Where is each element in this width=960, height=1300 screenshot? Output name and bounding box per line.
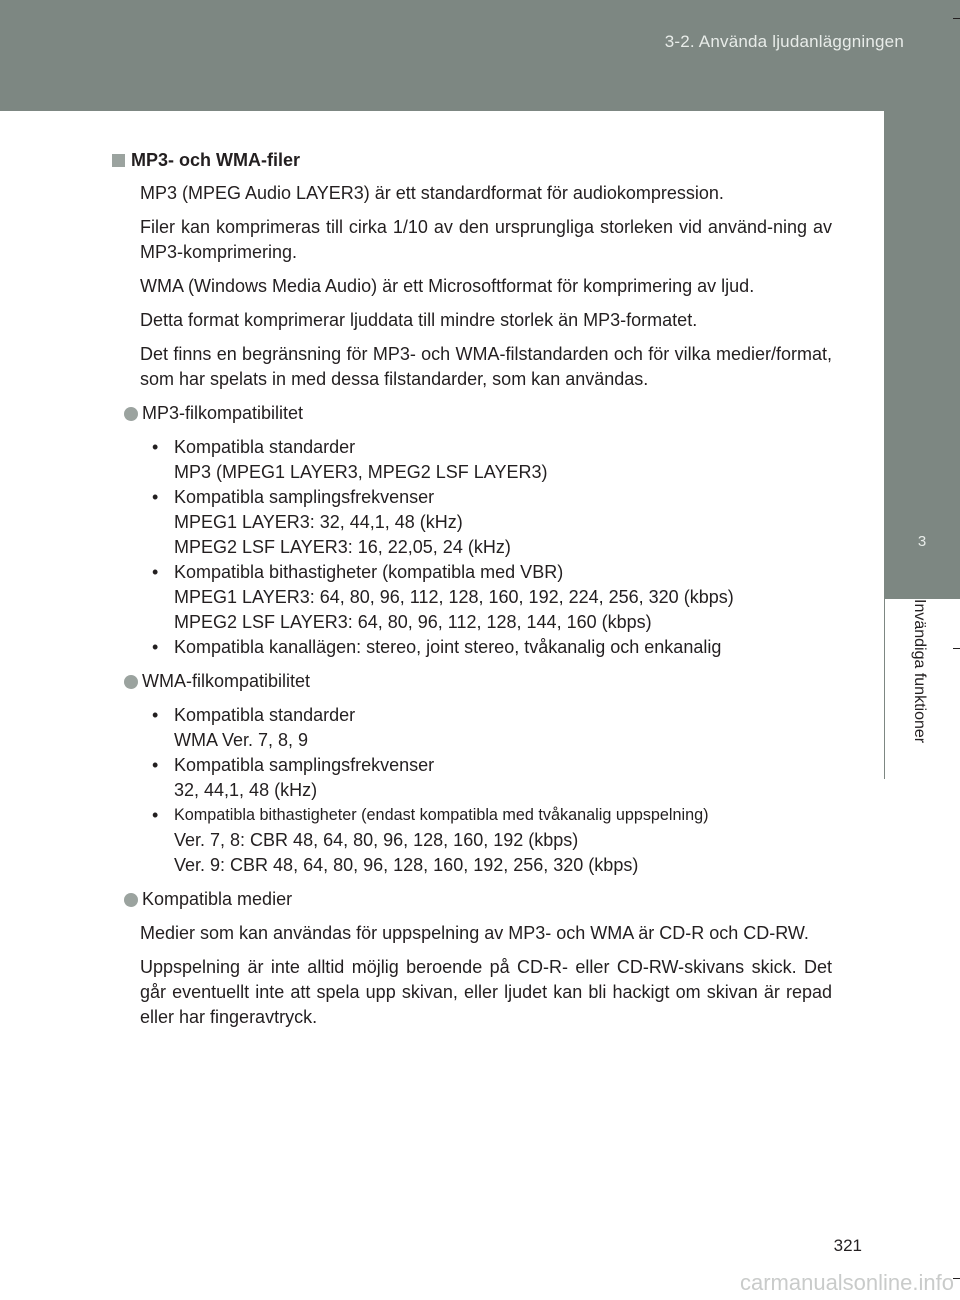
- bullet-dot-icon: •: [152, 487, 159, 507]
- list-item-label: Kompatibla bithastigheter (endast kompatibla med tvåkanalig uppspelning): [174, 806, 709, 824]
- paragraph: MP3 (MPEG Audio LAYER3) är ett standardformat för audiokompression.: [140, 183, 724, 203]
- side-tab-label-wrap: [884, 599, 960, 779]
- list-item-label: Kompatibla samplingsfrekvenser: [174, 487, 435, 507]
- crop-mark: [953, 1278, 960, 1279]
- bullet-dot-icon: •: [152, 637, 159, 657]
- list-item-label: Kompatibla standarder: [174, 705, 356, 725]
- paragraph: Medier som kan användas för uppspelning av MP3- och WMA är CD-R och CD-RW.: [140, 923, 809, 943]
- list-item-detail: MP3 (MPEG1 LAYER3, MPEG2 LSF LAYER3): [174, 462, 548, 482]
- mp3-list: [152, 435, 832, 660]
- list-item-detail: MPEG1 LAYER3: 32, 44,1, 48 (kHz): [174, 512, 463, 532]
- list-item-label: Kompatibla samplingsfrekvenser: [174, 755, 435, 775]
- list-item: [152, 560, 832, 635]
- paragraph: Det finns en begränsning för MP3- och WMA-filstandarden och för vilka medier/format, som har spelats in med dessa filstandarder, som kan användas.: [140, 344, 832, 389]
- list-item: [152, 803, 832, 878]
- circle-bullet-icon: [124, 675, 138, 689]
- crop-mark: [953, 18, 960, 19]
- bullet-dot-icon: •: [152, 437, 159, 457]
- subsection-heading-wma: [124, 669, 832, 694]
- list-item: [152, 753, 832, 803]
- subsection-heading-mp3: [124, 401, 832, 426]
- watermark: carmanualsonline.info: [739, 1270, 954, 1295]
- circle-bullet-icon: [124, 407, 138, 421]
- chapter-number: 3: [884, 529, 960, 599]
- paragraph: Filer kan komprimeras till cirka 1/10 av den ursprungliga storleken vid använd-ning av MP3-komprimering.: [140, 217, 832, 262]
- header-bar: [0, 0, 960, 111]
- chapter-label: Invändiga funktioner: [911, 599, 928, 744]
- list-item-label: Kompatibla bithastigheter (kompatibla med VBR): [174, 562, 564, 582]
- list-item: [152, 485, 832, 560]
- list-item-detail: MPEG1 LAYER3: 64, 80, 96, 112, 128, 160, 192, 224, 256, 320 (kbps): [174, 587, 734, 607]
- list-item-detail: Ver. 7, 8: CBR 48, 64, 80, 96, 128, 160, 192 (kbps): [174, 830, 579, 850]
- bullet-dot-icon: •: [152, 755, 159, 775]
- subsection-heading-text: WMA-filkompatibilitet: [142, 671, 311, 691]
- list-item-detail: 32, 44,1, 48 (kHz): [174, 780, 318, 800]
- paragraph: Detta format komprimerar ljuddata till mindre storlek än MP3-formatet.: [140, 310, 698, 330]
- list-item-detail: MPEG2 LSF LAYER3: 16, 22,05, 24 (kHz): [174, 537, 511, 557]
- section-heading: [112, 148, 832, 173]
- list-item: [152, 635, 832, 660]
- page-number: 321: [833, 1236, 862, 1255]
- list-item-label: Kompatibla kanallägen: stereo, joint stereo, tvåkanalig och enkanalig: [174, 637, 722, 657]
- bullet-dot-icon: •: [152, 562, 159, 582]
- subsection-heading-text: MP3-filkompatibilitet: [142, 403, 304, 423]
- subsection-heading-media: [124, 887, 832, 912]
- list-item: [152, 435, 832, 485]
- list-item: [152, 703, 832, 753]
- bullet-dot-icon: •: [152, 705, 159, 725]
- list-item-detail: WMA Ver. 7, 8, 9: [174, 730, 309, 750]
- side-tab-top: [884, 111, 960, 529]
- circle-bullet-icon: [124, 893, 138, 907]
- list-item-label: Kompatibla standarder: [174, 437, 356, 457]
- wma-list: [152, 703, 832, 878]
- subsection-heading-text: Kompatibla medier: [142, 889, 293, 909]
- main-content: [112, 148, 832, 1030]
- crop-mark: [953, 648, 960, 649]
- section-heading-text: MP3- och WMA-filer: [131, 150, 300, 170]
- paragraph: WMA (Windows Media Audio) är ett Microsoftformat för komprimering av ljud.: [140, 276, 755, 296]
- list-item-detail: Ver. 9: CBR 48, 64, 80, 96, 128, 160, 192, 256, 320 (kbps): [174, 855, 639, 875]
- bullet-dot-icon: •: [152, 805, 159, 825]
- square-bullet-icon: [112, 154, 125, 167]
- list-item-detail: MPEG2 LSF LAYER3: 64, 80, 96, 112, 128, 144, 160 (kbps): [174, 612, 652, 632]
- section-title: 3-2. Använda ljudanläggningen: [664, 32, 904, 51]
- paragraph: Uppspelning är inte alltid möjlig beroende på CD-R- eller CD-RW-skivans skick. Det går eventuellt inte att spela upp skivan, eller ljudet kan bli hackigt om skivan är repad eller har fingeravtryck.: [140, 957, 832, 1027]
